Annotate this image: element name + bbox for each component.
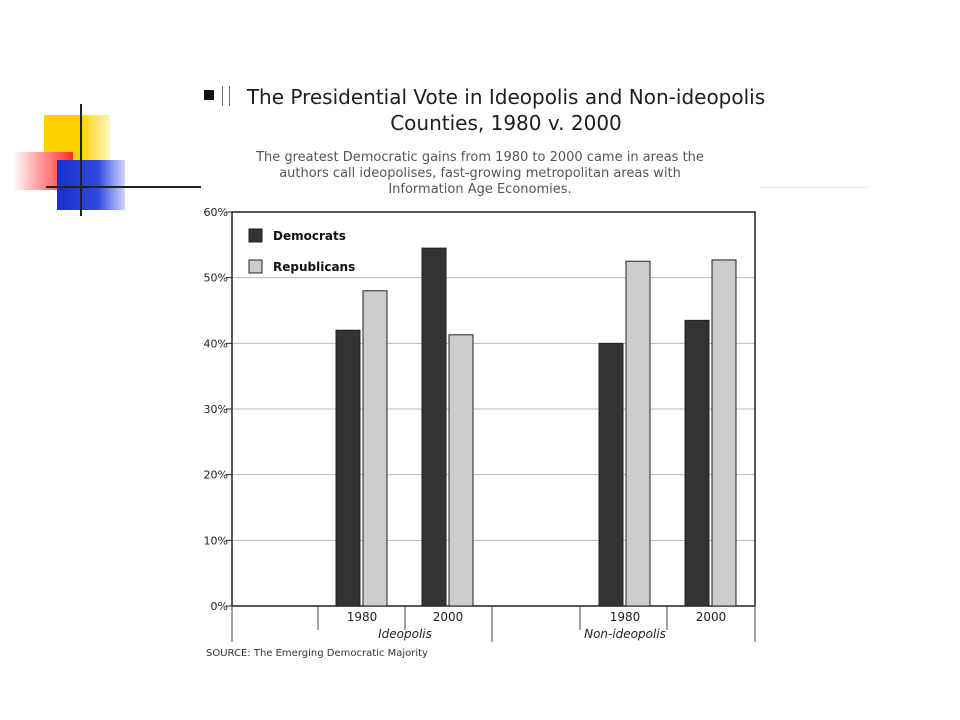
y-tick-label: 50%	[203, 271, 228, 285]
bar-democrats-2	[599, 343, 623, 606]
x-category-label: 2000	[432, 610, 464, 624]
y-tick-label: 40%	[203, 337, 228, 351]
bar-democrats-1	[422, 248, 446, 606]
legend-label-democrats: Democrats	[273, 229, 346, 243]
x-category-label: 1980	[609, 610, 641, 624]
bar-democrats-3	[685, 320, 709, 606]
chart-title-line-2: Counties, 1980 v. 2000	[390, 111, 622, 135]
x-group-label: Non-ideopolis	[584, 627, 666, 641]
x-group-label: Ideopolis	[378, 627, 432, 641]
y-tick-label: 30%	[203, 403, 228, 416]
x-category-label: 1980	[346, 610, 378, 624]
bar-republicans-3	[712, 260, 736, 606]
bar-republicans-1	[449, 335, 473, 606]
x-category-label: 2000	[695, 610, 727, 624]
chart-title-line-1: The Presidential Vote in Ideopolis and Non-ideopolis	[246, 85, 766, 109]
y-tick-label: 60%	[203, 206, 228, 219]
bar-republicans-2	[626, 261, 650, 606]
y-tick-label: 0%	[210, 600, 228, 613]
y-tick-label: 10%	[203, 534, 228, 548]
bar-democrats-0	[336, 330, 360, 606]
legend-label-republicans: Republicans	[273, 260, 356, 274]
bar-republicans-0	[363, 291, 387, 606]
legend-swatch-democrats	[249, 229, 262, 242]
legend-swatch-republicans	[249, 260, 262, 273]
subtitle-line-1: The greatest Democratic gains from 1980 to 2000 came in areas the	[256, 150, 704, 165]
chart-source: SOURCE: The Emerging Democratic Majority	[206, 648, 428, 659]
subtitle-line-2: authors call ideopolises, fast-growing metropolitan areas with	[279, 166, 681, 181]
y-tick-label: 20%	[203, 468, 228, 482]
subtitle-line-3: Information Age Economies.	[388, 182, 572, 197]
